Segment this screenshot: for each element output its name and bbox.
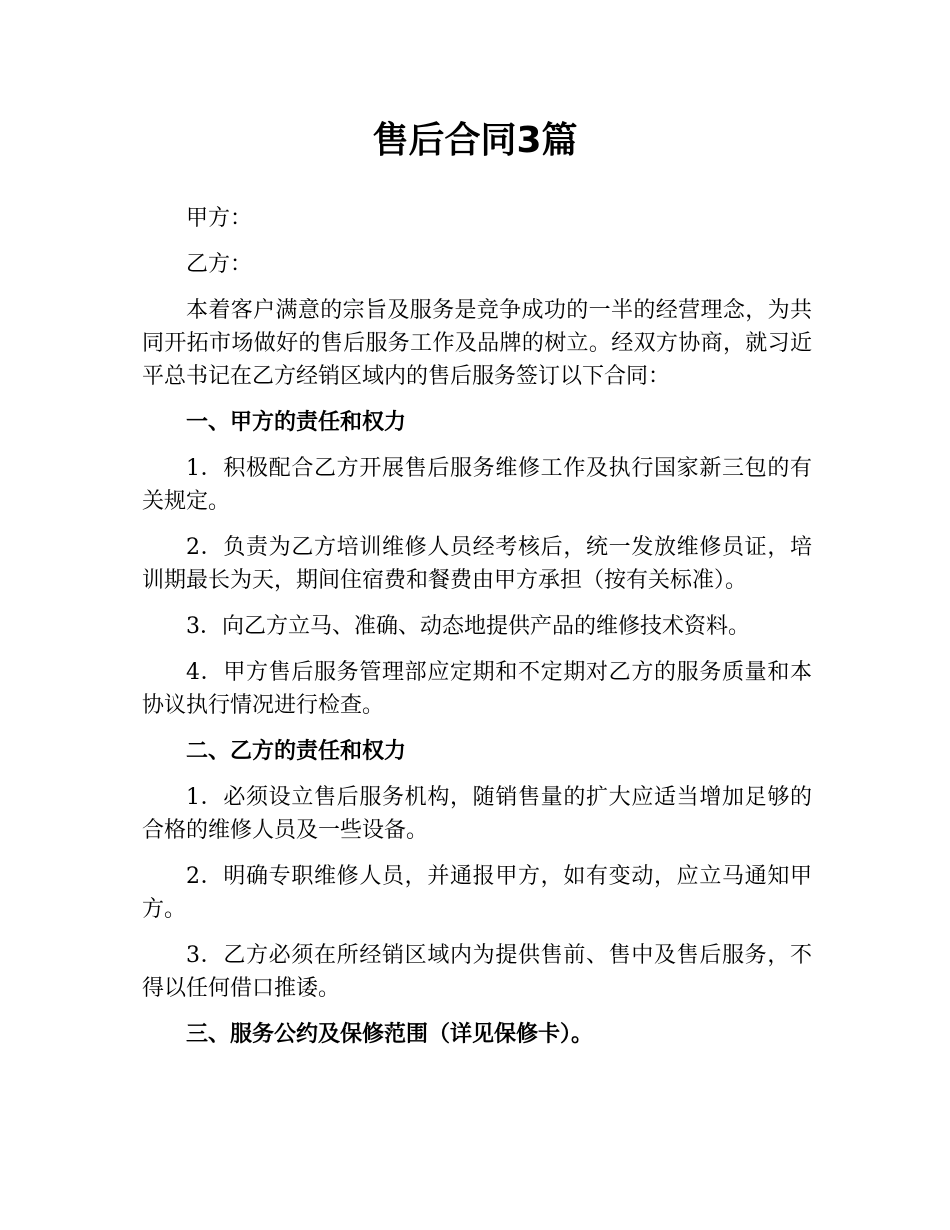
- section-2-heading: 二、乙方的责任和权力: [186, 739, 407, 764]
- party-b-line: 乙方：: [186, 252, 253, 277]
- section-1-item-3: 3．向乙方立马、准确、动态地提供产品的维修技术资料。: [186, 614, 750, 639]
- section-2-item-1: 1．必须设立售后服务机构，随销售量的扩大应适当增加足够的合格的维修人员及一些设备。: [142, 785, 812, 843]
- preamble-paragraph: 本着客户满意的宗旨及服务是竞争成功的一半的经营理念，为共同开拓市场做好的售后服务工作及品牌的树立。经双方协商，就习近平总书记在乙方经销区域内的售后服务签订以下合同：: [142, 298, 812, 389]
- section-1-heading: 一、甲方的责任和权力: [186, 410, 407, 435]
- document-title: 售后合同3篇: [372, 120, 578, 161]
- section-1-item-1: 1．积极配合乙方开展售后服务维修工作及执行国家新三包的有关规定。: [142, 456, 812, 514]
- party-a-line: 甲方：: [186, 206, 253, 231]
- document-body: [142, 202, 812, 1064]
- section-1-item-4: 4．甲方售后服务管理部应定期和不定期对乙方的服务质量和本协议执行情况进行检查。: [142, 660, 812, 718]
- section-1-item-2: 2．负责为乙方培训维修人员经考核后，统一发放维修员证，培训期最长为天，期间住宿费和餐费由甲方承担（按有关标准）。: [142, 535, 812, 593]
- section-2-item-2: 2．明确专职维修人员，并通报甲方，如有变动，应立马通知甲方。: [142, 864, 812, 922]
- section-3-heading: 三、服务公约及保修范围（详见保修卡）。: [186, 1022, 594, 1047]
- section-2-item-3: 3．乙方必须在所经销区域内为提供售前、售中及售后服务，不得以任何借口推诿。: [142, 943, 812, 1001]
